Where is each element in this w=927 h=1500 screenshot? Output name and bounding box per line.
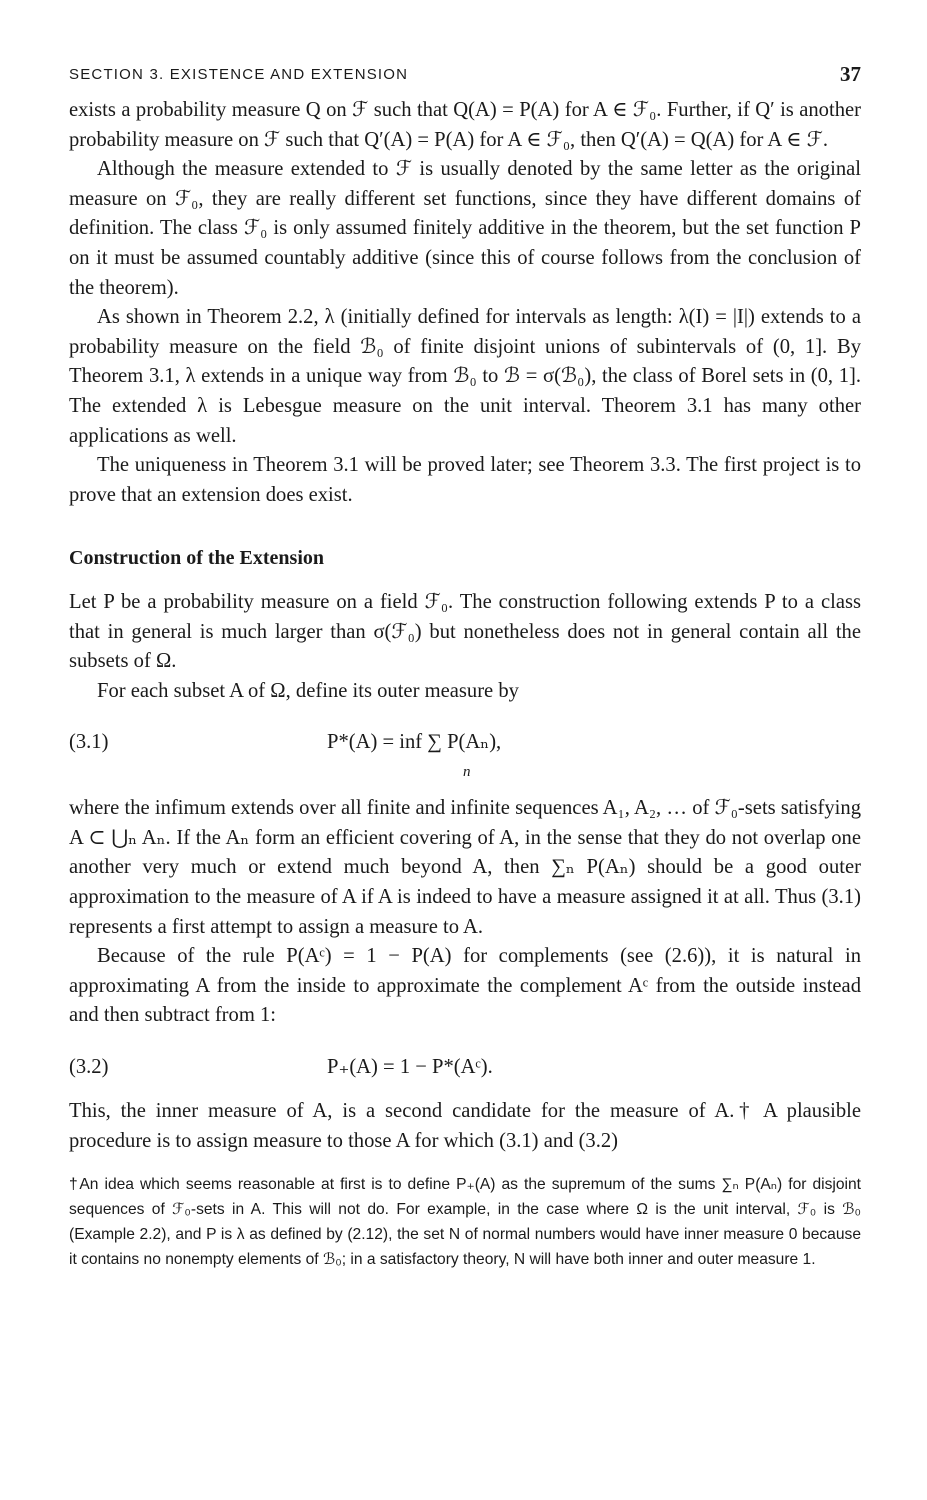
equation-subscript: n — [463, 764, 471, 781]
page-number: 37 — [840, 62, 861, 86]
equation-body: P*(A) = inf ∑ P(Aₙ), — [327, 731, 502, 754]
paragraph-inner-measure: This, the inner measure of A, is a second candidate for the measure of A.† A plausible procedure is to assign measure to those A for which (3.1) and (3.2) — [69, 1100, 861, 1152]
paragraph-outer-measure-intro: For each subset A of Ω, define its outer measure by — [97, 679, 519, 702]
equation-number: (3.2) — [69, 1056, 109, 1079]
section-title: SECTION 3. EXISTENCE AND EXTENSION — [69, 66, 409, 83]
paragraph-construction: Let P be a probability measure on a field ℱ₀. The construction following extends P to a class that in general is much larger than σ(ℱ₀) but nonetheless does not in general contain all the subsets of Ω. — [69, 590, 861, 673]
paragraph-theorem-conclusion: exists a probability measure Q on ℱ such that Q(A) = P(A) for A ∈ ℱ₀. Further, if Q′ is another probability measure on ℱ such that Q′(A) = P(A) for A ∈ ℱ₀, then Q′(A) = Q(A) for A ∈ ℱ. — [69, 99, 861, 151]
equation-body: P₊(A) = 1 − P*(Aᶜ). — [327, 1056, 493, 1079]
running-head — [69, 60, 861, 96]
footnote: †An idea which seems reasonable at first is to define P₊(A) as the supremum of the sums ∑ₙ P(Aₙ) for disjoint sequences of ℱ₀-sets in A. This will not do. For example, in the case where Ω is the unit interval, ℱ₀ is ℬ₀ (Example 2.2), and P is λ as defined by (2.12), the set N of normal numbers would have inner measure 0 because it contains no nonempty elements of ℬ₀; in a satisfactory theory, N will have both inner and outer measure 1. — [69, 1176, 861, 1269]
section-heading: Construction of the Extension — [69, 547, 325, 570]
equation-3-1 — [69, 718, 861, 781]
book-page — [69, 60, 861, 1272]
paragraph-uniqueness: The uniqueness in Theorem 3.1 will be proved later; see Theorem 3.3. The first project is to prove that an extension does exist. — [69, 454, 861, 506]
paragraph-infimum: where the infimum extends over all finite and infinite sequences A₁, A₂, … of ℱ₀-sets satisfying A ⊂ ⋃ₙ Aₙ. If the Aₙ form an efficient covering of A, in the sense that they do not overlap one another very much or extend much beyond A, then ∑ₙ P(Aₙ) should be a good outer approximation to the measure of A if A is indeed to have a measure assigned it at all. Thus (3.1) represents a first attempt to assign a measure to A. — [69, 797, 861, 938]
equation-number: (3.1) — [69, 731, 109, 754]
paragraph-lebesgue: As shown in Theorem 2.2, λ (initially defined for intervals as length: λ(I) = |I|) extends to a probability measure on the field ℬ₀ of finite disjoint unions of subintervals of (0, 1]. By Theorem 3.1, λ extends in a unique way from ℬ₀ to ℬ = σ(ℬ₀), the class of Borel sets in (0, 1]. The extended λ is Lebesgue measure on the unit interval. Theorem 3.1 has many other applications as well. — [69, 306, 861, 447]
paragraph-complements: Because of the rule P(Aᶜ) = 1 − P(A) for complements (see (2.6)), it is natural in approximating A from the inside to approximate the complement Aᶜ from the outside instead and then subtract from 1: — [69, 945, 861, 1027]
equation-3-2 — [69, 1043, 861, 1083]
body-text — [69, 96, 861, 1156]
paragraph-domains: Although the measure extended to ℱ is usually denoted by the same letter as the original measure on ℱ₀, they are really different set functions, since they have different domains of definition. The class ℱ₀ is only assumed finitely additive in the theorem, but the set function P on it must be assumed countably additive (since this of course follows from the conclusion of the theorem). — [69, 158, 861, 299]
